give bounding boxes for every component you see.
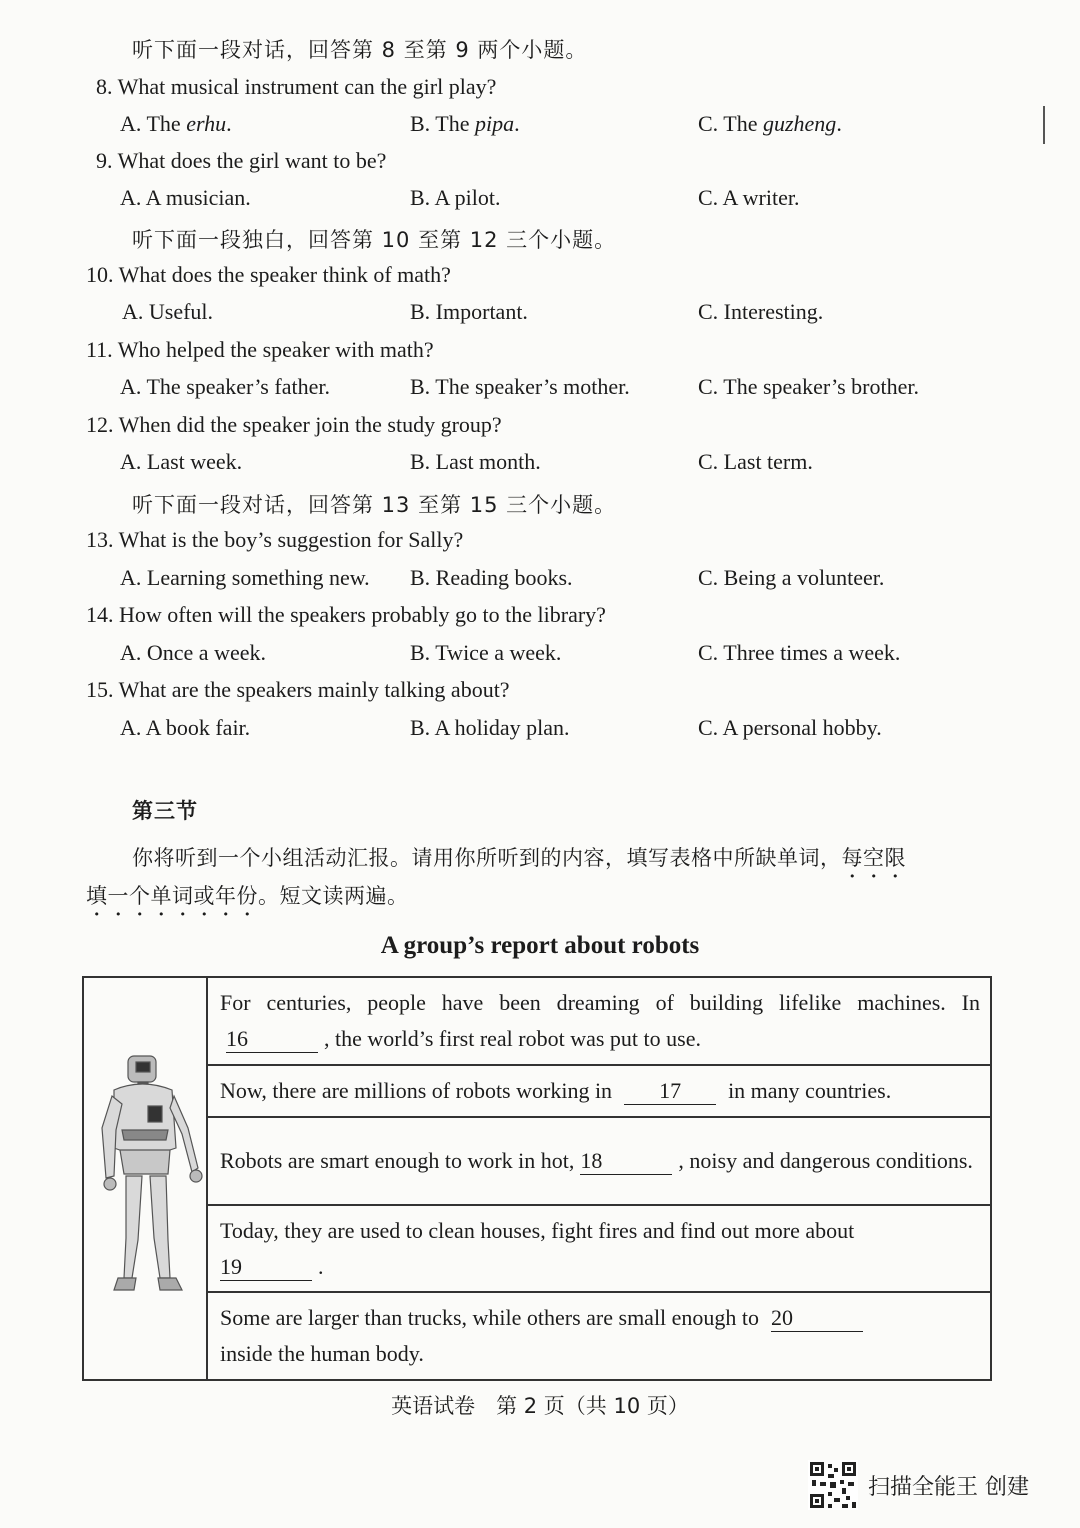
question-10-stem: 10. What does the speaker think of math?: [86, 262, 451, 287]
question-12-option-b[interactable]: B. Last month.: [410, 449, 541, 474]
report-title: A group’s report about robots: [380, 932, 700, 959]
blank-18[interactable]: 18: [580, 1148, 672, 1175]
robot-icon: [84, 978, 206, 1368]
scanner-watermark: [808, 1460, 1029, 1510]
question-10-option-a[interactable]: A. Useful.: [122, 299, 214, 324]
question-12-stem: 12. When did the speaker join the study group?: [86, 412, 502, 437]
watermark-text: 扫描全能王 创建: [868, 1474, 1029, 1500]
robot-illustration: [83, 977, 207, 1380]
question-12-option-c[interactable]: C. Last term.: [698, 449, 813, 474]
section-3-instruction-line2: 填一个单词或年份。短文读两遍。: [86, 884, 409, 908]
question-15-option-b[interactable]: B. A holiday plan.: [410, 715, 570, 740]
question-9-stem: 9. What does the girl want to be?: [96, 148, 387, 173]
report-row-17: Now, there are millions of robots working in 17 in many countries.: [207, 1065, 991, 1118]
section-3-heading: 第三节: [132, 799, 198, 823]
question-8-option-b[interactable]: B. The pipa.: [410, 111, 520, 136]
question-15-stem: 15. What are the speakers mainly talking about?: [86, 677, 510, 702]
question-14-option-c[interactable]: C. Three times a week.: [698, 640, 901, 665]
question-8-option-c[interactable]: C. The guzheng.: [698, 111, 842, 136]
question-9-option-b[interactable]: B. A pilot.: [410, 185, 501, 210]
question-10-option-c[interactable]: C. Interesting.: [698, 299, 824, 324]
page-footer: 英语试卷 第 2 页（共 10 页）: [391, 1394, 689, 1418]
blank-16[interactable]: 16: [226, 1026, 318, 1053]
question-8-stem: 8. What musical instrument can the girl play?: [96, 74, 497, 99]
blank-17[interactable]: 17: [624, 1078, 716, 1105]
question-8-option-a[interactable]: A. The erhu.: [120, 111, 232, 136]
question-11-stem: 11. Who helped the speaker with math?: [86, 337, 434, 362]
qr-code-icon: [808, 1460, 858, 1510]
question-10-option-b[interactable]: B. Important.: [410, 299, 528, 324]
blank-19[interactable]: 19: [220, 1254, 312, 1281]
report-row-16: For centuries, people have been dreaming of building lifelike machines. In16 , the world’s first real robot was put to use.: [207, 977, 991, 1065]
report-row-18: Robots are smart enough to work in hot, 18 , noisy and dangerous conditions.: [207, 1117, 991, 1205]
question-13-option-a[interactable]: A. Learning something new.: [120, 565, 370, 590]
instruction-q10-12: 听下面一段独白，回答第 10 至第 12 三个小题。: [132, 228, 617, 252]
instruction-q13-15: 听下面一段对话，回答第 13 至第 15 三个小题。: [132, 493, 617, 517]
question-14-stem: 14. How often will the speakers probably go to the library?: [86, 602, 606, 627]
question-9-option-a[interactable]: A. A musician.: [120, 185, 251, 210]
question-15-option-a[interactable]: A. A book fair.: [120, 715, 251, 740]
question-14-option-b[interactable]: B. Twice a week.: [410, 640, 562, 665]
scan-edge-mark: [1043, 106, 1045, 144]
question-9-option-c[interactable]: C. A writer.: [698, 185, 800, 210]
question-13-stem: 13. What is the boy’s suggestion for Sally?: [86, 527, 464, 552]
report-row-19: Today, they are used to clean houses, fight fires and find out more about 19 .: [207, 1205, 991, 1293]
question-11-option-c[interactable]: C. The speaker’s brother.: [698, 374, 919, 399]
question-13-option-b[interactable]: B. Reading books.: [410, 565, 573, 590]
question-11-option-a[interactable]: A. The speaker’s father.: [120, 374, 330, 399]
question-12-option-a[interactable]: A. Last week.: [120, 449, 243, 474]
instruction-q8-9: 听下面一段对话，回答第 8 至第 9 两个小题。: [132, 38, 588, 62]
question-14-option-a[interactable]: A. Once a week.: [120, 640, 266, 665]
blank-20[interactable]: 20: [771, 1305, 863, 1332]
report-table: [82, 976, 992, 1381]
question-15-option-c[interactable]: C. A personal hobby.: [698, 715, 882, 740]
section-3-instruction-line1: 你将听到一个小组活动汇报。请用你所听到的内容，填写表格中所缺单词，每空限: [132, 846, 906, 870]
report-row-20: Some are larger than trucks, while others are small enough to 20 inside the human body.: [207, 1292, 991, 1380]
question-13-option-c[interactable]: C. Being a volunteer.: [698, 565, 885, 590]
question-11-option-b[interactable]: B. The speaker’s mother.: [410, 374, 630, 399]
